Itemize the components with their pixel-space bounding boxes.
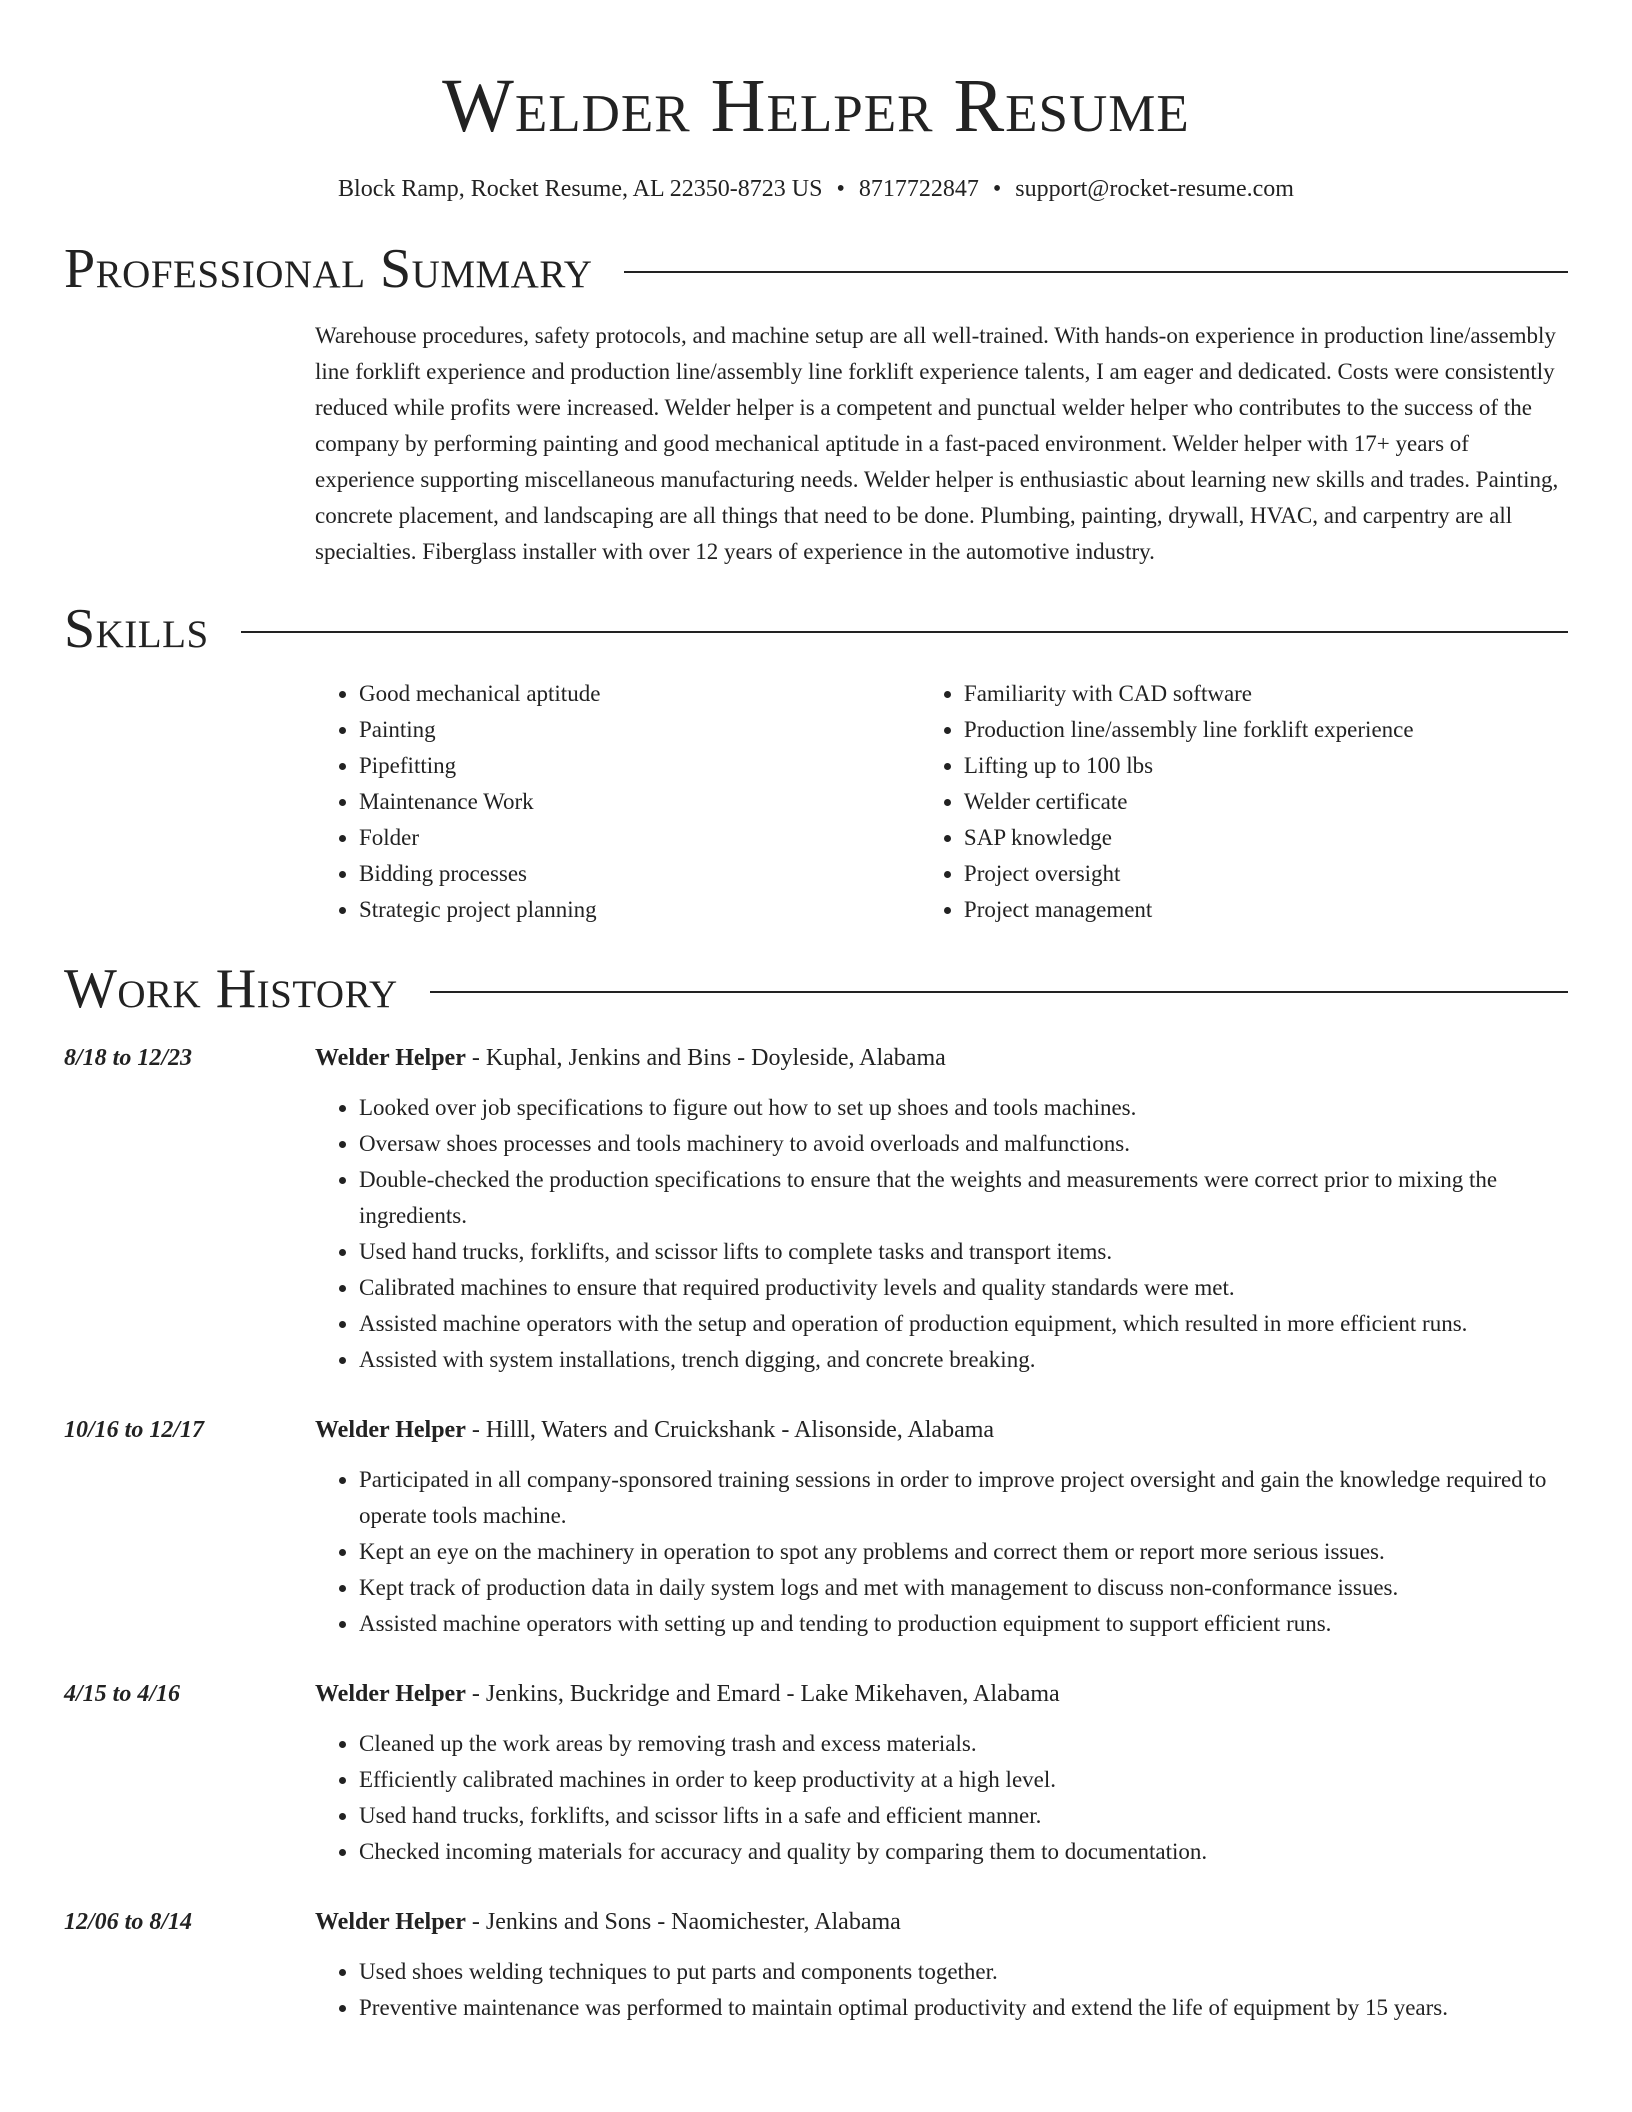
skill-item: • Painting bbox=[359, 712, 920, 748]
job-bullet: • Calibrated machines to ensure that required productivity levels and quality standards were met. bbox=[359, 1270, 1568, 1306]
contact-separator: • bbox=[836, 176, 845, 202]
job-heading bbox=[315, 1676, 1568, 1712]
job-detail bbox=[315, 1412, 1568, 1642]
job-detail bbox=[315, 1040, 1568, 1378]
job-bullet: • Checked incoming materials for accuracy and quality by comparing them to documentation. bbox=[359, 1834, 1568, 1870]
job-company: - Jenkins, Buckridge and Emard - Lake Mikehaven, Alabama bbox=[465, 1681, 1060, 1707]
job-company: - Kuphal, Jenkins and Bins - Doyleside, Alabama bbox=[465, 1045, 946, 1071]
job-bullet: • Kept an eye on the machinery in operation to spot any problems and correct them or report more serious issues. bbox=[359, 1534, 1568, 1570]
job-company: - Hilll, Waters and Cruickshank - Alisonside, Alabama bbox=[465, 1417, 995, 1443]
contact-phone: 8717722847 bbox=[858, 176, 979, 202]
skill-item: • Good mechanical aptitude bbox=[359, 676, 920, 712]
skills-column-right bbox=[920, 676, 1568, 928]
job-heading bbox=[315, 1040, 1568, 1076]
job-title: Welder Helper bbox=[315, 1681, 466, 1707]
job-bullet: • Kept track of production data in daily system logs and met with management to discuss non-conformance issues. bbox=[359, 1570, 1568, 1606]
skill-item: • Lifting up to 100 lbs bbox=[964, 748, 1568, 784]
job-title: Welder Helper bbox=[315, 1417, 466, 1443]
contact-address: Block Ramp, Rocket Resume, AL 22350-8723 US bbox=[338, 176, 823, 202]
summary-section-header bbox=[64, 236, 1568, 302]
job-entry bbox=[64, 1040, 1568, 1378]
job-bullet: • Double-checked the production specifications to ensure that the weights and measurements were correct prior to mixing the ingredients. bbox=[359, 1162, 1568, 1234]
job-bullet: • Used hand trucks, forklifts, and scissor lifts to complete tasks and transport items. bbox=[359, 1234, 1568, 1270]
skill-item: • Familiarity with CAD software bbox=[964, 676, 1568, 712]
job-heading bbox=[315, 1904, 1568, 1940]
section-divider bbox=[241, 631, 1568, 633]
job-bullets bbox=[315, 1090, 1568, 1378]
job-bullet: • Used shoes welding techniques to put parts and components together. bbox=[359, 1954, 1568, 1990]
skill-item: • Maintenance Work bbox=[359, 784, 920, 820]
summary-text: Warehouse procedures, safety protocols, and machine setup are all well-trained. With hands-on experience in production line/assembly line forklift experience and production line/assembly line forklift experience talents, I am eager and dedicated. Costs were consistently reduced while profits were increased. Welder helper is a competent and punctual welder helper who contributes to the success of the company by performing painting and good mechanical aptitude in a fast-paced environment. Welder helper with 17+ years of experience supporting miscellaneous manufacturing needs. Welder helper is enthusiastic about learning new skills and trades. Painting, concrete placement, and landscaping are all things that need to be done. Plumbing, painting, drywall, HVAC, and carpentry are all specialties. Fiberglass installer with over 12 years of experience in the automotive industry. bbox=[315, 323, 1559, 564]
job-dates: 10/16 to 12/17 bbox=[64, 1417, 205, 1443]
skill-item: • Pipefitting bbox=[359, 748, 920, 784]
job-dates: 8/18 to 12/23 bbox=[64, 1045, 193, 1071]
skills-heading: Skills bbox=[64, 598, 209, 660]
job-bullet: • Used hand trucks, forklifts, and scissor lifts in a safe and efficient manner. bbox=[359, 1798, 1568, 1834]
job-bullet: • Participated in all company-sponsored training sessions in order to improve project oversight and gain the knowledge required to operate tools machine. bbox=[359, 1462, 1568, 1534]
work-section-header bbox=[64, 956, 1568, 1022]
job-dates: 12/06 to 8/14 bbox=[64, 1909, 193, 1935]
contact-email: support@rocket-resume.com bbox=[1015, 176, 1294, 202]
job-detail bbox=[315, 1676, 1568, 1870]
resume-title: Welder Helper Resume bbox=[442, 64, 1190, 148]
job-company: - Jenkins and Sons - Naomichester, Alabama bbox=[465, 1909, 901, 1935]
job-bullet: • Cleaned up the work areas by removing trash and excess materials. bbox=[359, 1726, 1568, 1762]
job-bullet: • Looked over job specifications to figure out how to set up shoes and tools machines. bbox=[359, 1090, 1568, 1126]
job-title: Welder Helper bbox=[315, 1909, 466, 1935]
skill-item: • SAP knowledge bbox=[964, 820, 1568, 856]
job-bullet: • Efficiently calibrated machines in order to keep productivity at a high level. bbox=[359, 1762, 1568, 1798]
job-detail bbox=[315, 1904, 1568, 2026]
section-divider bbox=[624, 271, 1568, 273]
job-bullets bbox=[315, 1726, 1568, 1870]
job-heading bbox=[315, 1412, 1568, 1448]
skill-item: • Welder certificate bbox=[964, 784, 1568, 820]
skill-item: • Project oversight bbox=[964, 856, 1568, 892]
job-dates: 4/15 to 4/16 bbox=[64, 1681, 181, 1707]
job-bullet: • Assisted with system installations, trench digging, and concrete breaking. bbox=[359, 1342, 1568, 1378]
job-bullet: • Assisted machine operators with setting up and tending to production equipment to support efficient runs. bbox=[359, 1606, 1568, 1642]
job-entry bbox=[64, 1412, 1568, 1642]
skills-list bbox=[315, 676, 1568, 928]
job-bullet: • Oversaw shoes processes and tools machinery to avoid overloads and malfunctions. bbox=[359, 1126, 1568, 1162]
job-entry bbox=[64, 1904, 1568, 2026]
skill-item: • Production line/assembly line forklift experience bbox=[964, 712, 1568, 748]
skill-item: • Folder bbox=[359, 820, 920, 856]
work-heading: Work History bbox=[64, 958, 398, 1020]
skills-column-left bbox=[315, 676, 920, 928]
skill-item: • Bidding processes bbox=[359, 856, 920, 892]
skills-section-header bbox=[64, 596, 1568, 662]
job-bullet: • Preventive maintenance was performed to maintain optimal productivity and extend the life of equipment by 15 years. bbox=[359, 1990, 1568, 2026]
skill-item: • Strategic project planning bbox=[359, 892, 920, 928]
job-title: Welder Helper bbox=[315, 1045, 466, 1071]
resume-page bbox=[64, 0, 1568, 2026]
work-history-list bbox=[64, 1040, 1568, 2026]
job-bullets bbox=[315, 1462, 1568, 1642]
skill-item: • Project management bbox=[964, 892, 1568, 928]
job-bullet: • Assisted machine operators with the setup and operation of production equipment, which resulted in more efficient runs. bbox=[359, 1306, 1568, 1342]
contact-line bbox=[64, 172, 1568, 206]
contact-separator: • bbox=[992, 176, 1002, 202]
job-bullets bbox=[315, 1954, 1568, 2026]
section-divider bbox=[430, 991, 1568, 993]
job-entry bbox=[64, 1676, 1568, 1870]
summary-heading: Professional Summary bbox=[64, 238, 593, 300]
